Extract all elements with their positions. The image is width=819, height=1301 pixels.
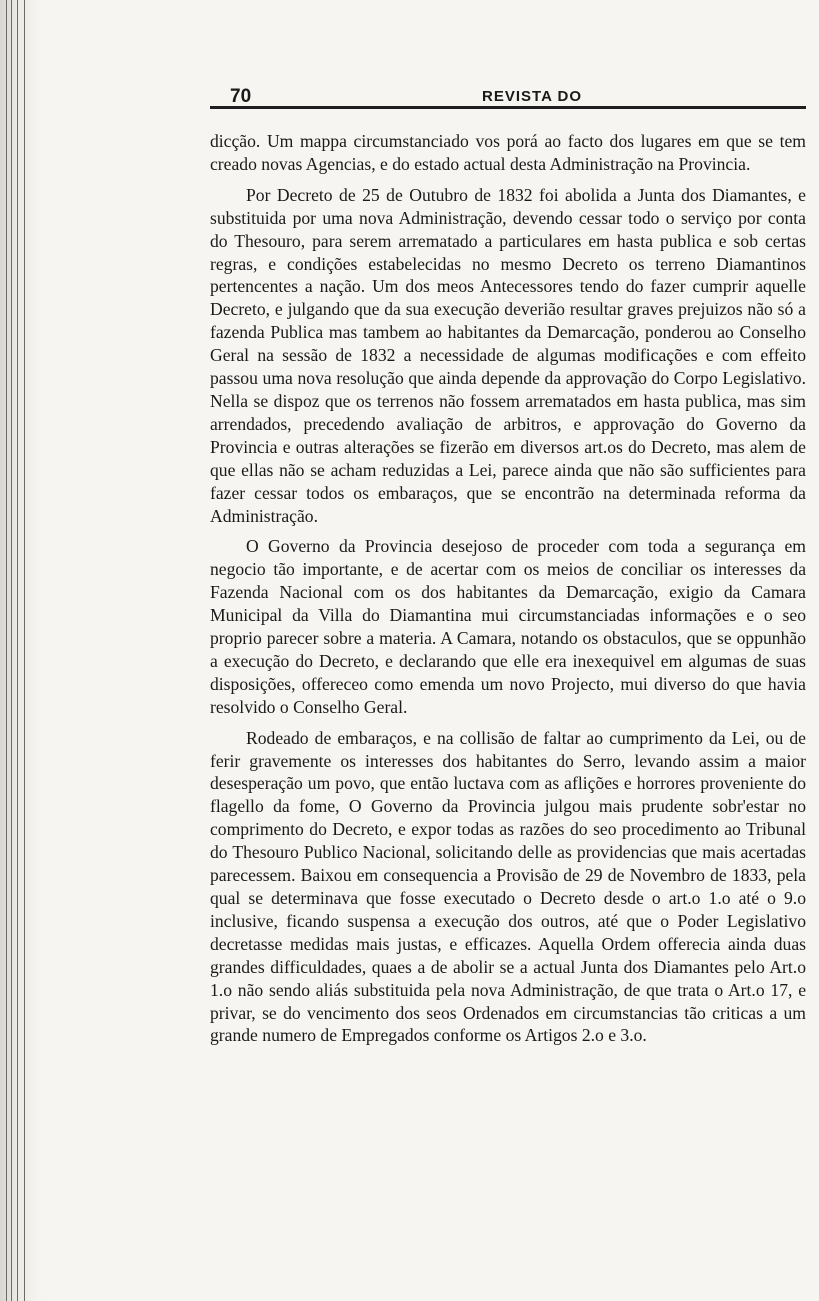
page-header bbox=[210, 86, 806, 108]
book-binding-edge bbox=[0, 0, 42, 1301]
body-text bbox=[210, 130, 806, 1047]
paragraph-2: Por Decreto de 25 de Outubro de 1832 foi abolida a Junta dos Diamantes, e substituida por uma nova Administração, devendo cessar todo o serviço por conta do Thesouro, para serem arrematado a particulares em hasta publica e sob certas regras, e condições estabelecidas no mesmo Decreto os terreno Diamantinos pertencentes a nação. Um dos meos Antecessores tendo do fazer cumprir aquelle Decreto, e julgando que da sua execução deverião resultar graves prejuizos não só a fazenda Publica mas tambem ao habitantes da Demarcação, ponderou ao Conselho Geral na sessão de 1832 a necessidade de algumas modificações e com effeito passou uma nova resolução que ainda depende da approvação do Corpo Legislativo. Nella se dispoz que os terrenos não fossem arrematados em hasta publica, mas sim arrendados, precedendo avaliação de arbitros, e approvação do Governo da Provincia e outras alterações se fizerão em diversos art.os do Decreto, mas alem de que ellas não se acham reduzidas a Lei, parece ainda que não são sufficientes para fazer cessar todos os embaraços, que se encontrão na determinada reforma da Administração. bbox=[210, 184, 806, 526]
paragraph-4: Rodeado de embaraços, e na collisão de faltar ao cumprimento da Lei, ou de ferir gravemente os interesses dos habitantes do Serro, levando assim a maior desesperação um povo, que então luctava com as aflições e horrores proveniente do flagello da fome, O Governo da Provincia julgou mais prudente sobr'estar no comprimento do Decreto, e expor todas as razões do seo procedimento ao Tribunal do Thesouro Publico Nacional, solicitando delle as providencias que mais acertadas parecessem. Baixou em consequencia a Provisão de 29 de Novembro de 1833, pela qual se determinava que fosse executado o Decreto desde o art.o 1.o até o 9.o inclusive, ficando suspensa a execução dos outros, até que o Poder Legislativo decretasse medidas mais justas, e efficazes. Aquella Ordem offerecia ainda duas grandes difficuldades, quaes a de abolir se a actual Junta dos Diamantes pelo Art.o 1.o não sendo aliás substituida pela nova Administração, de que trata o Art.o 17, e privar, se do vencimento dos seos Ordenados em circumstancias tão criticas a um grande numero de Empregados conforme os Artigos 2.o e 3.o. bbox=[210, 727, 806, 1046]
paragraph-1: dicção. Um mappa circumstanciado vos porá ao facto dos lugares em que se tem creado novas Agencias, e do estado actual desta Administração na Provincia. bbox=[210, 131, 806, 174]
header-rule bbox=[210, 106, 806, 109]
paragraph-3: O Governo da Provincia desejoso de proceder com toda a segurança em negocio tão importante, e de acertar com os meios de conciliar os interesses da Fazenda Nacional com os dos habitantes da Demarcação, exigio da Camara Municipal da Villa do Diamantina mui circumstanciadas informações e o seo proprio parecer sobre a materia. A Camara, notando os obstaculos, que se oppunhão a execução do Decreto, e declarando que elle era inexequivel em algumas de suas disposições, offereceo como emenda um novo Projecto, mui diverso do que havia resolvido o Conselho Geral. bbox=[210, 536, 806, 717]
page-number: 70 bbox=[230, 86, 252, 107]
running-head: REVISTA DO bbox=[482, 88, 583, 105]
